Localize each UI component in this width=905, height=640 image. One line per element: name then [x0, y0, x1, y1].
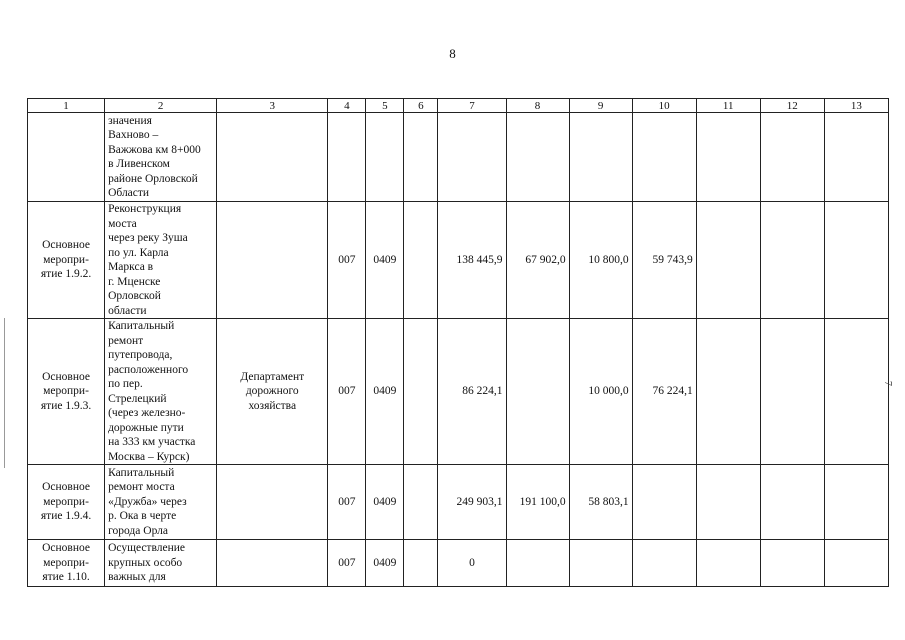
description-cell: Капитальный ремонт путепровода, расположенного по пер. Стрелецкий (через железно- дорожные пути на 333 км участка Москва – Курск): [105, 319, 217, 465]
col11-cell: [696, 465, 760, 540]
col10-cell: 76 224,1: [632, 319, 696, 465]
table-row: [28, 540, 889, 587]
description-cell: Реконструкция моста через реку Зуша по ул. Карла Маркса в г. Мценске Орловской области: [105, 202, 217, 319]
header-cell: 12: [760, 99, 824, 113]
col6-cell: [404, 465, 438, 540]
col9-cell: 10 000,0: [569, 319, 632, 465]
measure-cell: [28, 113, 105, 202]
table-row: [28, 319, 889, 465]
col12-cell: [760, 465, 824, 540]
col9-cell: [569, 113, 632, 202]
col8-cell: [506, 319, 569, 465]
col13-cell: [824, 202, 888, 319]
description-cell: Капитальный ремонт моста «Дружба» через р. Ока в черте города Орла: [105, 465, 217, 540]
col10-cell: [632, 540, 696, 587]
col12-cell: [760, 540, 824, 587]
total-cell: 249 903,1: [438, 465, 506, 540]
code-cell: 007: [328, 202, 366, 319]
section-cell: 0409: [366, 202, 404, 319]
col13-cell: [824, 540, 888, 587]
scan-edge-line: [4, 318, 5, 468]
col13-cell: [824, 465, 888, 540]
code-cell: 007: [328, 319, 366, 465]
measure-cell: Основное меропри- ятие 1.9.2.: [28, 202, 105, 319]
total-cell: 86 224,1: [438, 319, 506, 465]
header-cell: 3: [217, 99, 328, 113]
total-cell: 0: [438, 540, 506, 587]
section-cell: 0409: [366, 465, 404, 540]
col9-cell: [569, 540, 632, 587]
col8-cell: [506, 540, 569, 587]
col12-cell: [760, 113, 824, 202]
description-cell: значения Вахново – Важжова км 8+000 в Ливенском районе Орловской Области: [105, 113, 217, 202]
table-row: [28, 202, 889, 319]
col8-cell: 191 100,0: [506, 465, 569, 540]
col13-cell: [824, 319, 888, 465]
table-row: [28, 465, 889, 540]
description-cell: Осуществление крупных особо важных для: [105, 540, 217, 587]
header-cell: 8: [506, 99, 569, 113]
table-row: [28, 113, 889, 202]
col6-cell: [404, 540, 438, 587]
section-cell: 0409: [366, 319, 404, 465]
header-cell: 11: [696, 99, 760, 113]
col9-cell: 10 800,0: [569, 202, 632, 319]
header-cell: 2: [105, 99, 217, 113]
col13-cell: [824, 113, 888, 202]
code-cell: [328, 113, 366, 202]
col10-cell: [632, 113, 696, 202]
measure-cell: Основное меропри- ятие 1.10.: [28, 540, 105, 587]
col10-cell: 59 743,9: [632, 202, 696, 319]
col10-cell: [632, 465, 696, 540]
executor-cell: Департамент дорожного хозяйства: [217, 319, 328, 465]
header-cell: 4: [328, 99, 366, 113]
header-cell: 1: [28, 99, 105, 113]
header-cell: 9: [569, 99, 632, 113]
col11-cell: [696, 113, 760, 202]
col6-cell: [404, 113, 438, 202]
section-cell: [366, 113, 404, 202]
program-table: [27, 98, 889, 587]
col11-cell: [696, 319, 760, 465]
executor-cell: [217, 465, 328, 540]
header-cell: 7: [438, 99, 506, 113]
header-cell: 6: [404, 99, 438, 113]
col6-cell: [404, 319, 438, 465]
header-cell: 13: [824, 99, 888, 113]
col8-cell: 67 902,0: [506, 202, 569, 319]
col6-cell: [404, 202, 438, 319]
col12-cell: [760, 202, 824, 319]
section-cell: 0409: [366, 540, 404, 587]
header-row: [28, 99, 889, 113]
measure-cell: Основное меропри- ятие 1.9.3.: [28, 319, 105, 465]
executor-cell: [217, 202, 328, 319]
executor-cell: [217, 113, 328, 202]
total-cell: [438, 113, 506, 202]
page-number: 8: [449, 46, 456, 61]
code-cell: 007: [328, 465, 366, 540]
col12-cell: [760, 319, 824, 465]
col11-cell: [696, 202, 760, 319]
col9-cell: 58 803,1: [569, 465, 632, 540]
code-cell: 007: [328, 540, 366, 587]
measure-cell: Основное меропри- ятие 1.9.4.: [28, 465, 105, 540]
col11-cell: [696, 540, 760, 587]
executor-cell: [217, 540, 328, 587]
col8-cell: [506, 113, 569, 202]
margin-mark: 7: [882, 381, 893, 386]
header-cell: 10: [632, 99, 696, 113]
total-cell: 138 445,9: [438, 202, 506, 319]
header-cell: 5: [366, 99, 404, 113]
